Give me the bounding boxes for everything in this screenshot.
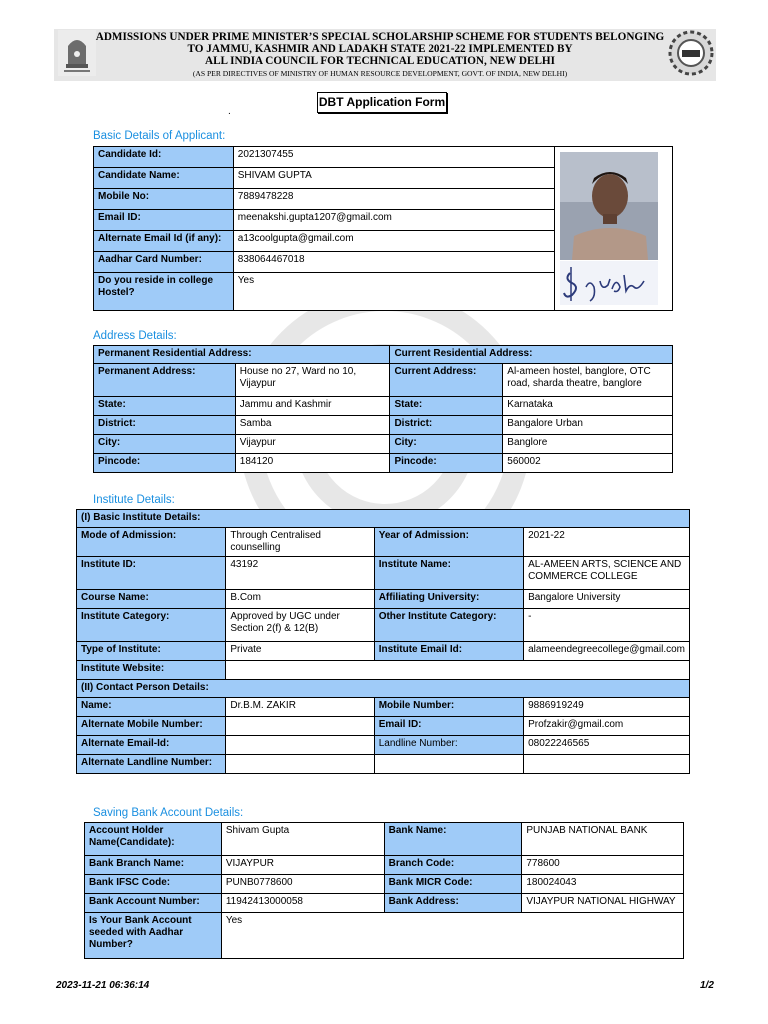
field-value: VIJAYPUR xyxy=(221,856,384,875)
table-row xyxy=(77,590,690,609)
table-row xyxy=(94,435,673,454)
table-row xyxy=(94,364,673,397)
field-label: Course Name: xyxy=(77,590,226,609)
table-row xyxy=(85,913,684,959)
field-value: Karnataka xyxy=(503,397,673,416)
field-value: PUNJAB NATIONAL BANK xyxy=(522,823,684,856)
contact-person-header: (II) Contact Person Details: xyxy=(77,680,690,698)
table-row xyxy=(85,856,684,875)
field-label: Candidate Name: xyxy=(94,168,234,189)
field-value: 838064467018 xyxy=(233,252,555,273)
address-details-table xyxy=(93,345,673,473)
field-label: City: xyxy=(94,435,236,454)
field-value: 180024043 xyxy=(522,875,684,894)
header-subtitle: (AS PER DIRECTIVES OF MINISTRY OF HUMAN RESOURCE DEVELOPMENT, GOVT. OF INDIA, NEW DELHI) xyxy=(192,69,568,78)
header-title-line1: ADMISSIONS UNDER PRIME MINISTER’S SPECIAL SCHOLARSHIP SCHEME FOR STUDENTS BELONGING xyxy=(95,31,665,43)
section-title-basic: Basic Details of Applicant: xyxy=(93,130,226,142)
permanent-address-header: Permanent Residential Address: xyxy=(94,346,390,364)
table-row xyxy=(94,147,673,168)
field-value: 778600 xyxy=(522,856,684,875)
field-label: Account Holder Name(Candidate): xyxy=(85,823,222,856)
field-label: Bank Name: xyxy=(384,823,522,856)
stray-dot: . xyxy=(228,106,231,117)
field-value: Dr.B.M. ZAKIR xyxy=(226,698,374,717)
table-row xyxy=(77,642,690,661)
section-title-bank: Saving Bank Account Details: xyxy=(93,807,244,819)
field-value: alameendegreecollege@gmail.com xyxy=(524,642,690,661)
aicte-logo-icon xyxy=(668,30,714,76)
national-emblem-icon xyxy=(58,30,96,76)
field-label: Pincode: xyxy=(390,454,503,473)
field-value: 7889478228 xyxy=(233,189,555,210)
field-value: House no 27, Ward no 10, Vijaypur xyxy=(235,364,390,397)
field-value: a13coolgupta@gmail.com xyxy=(233,231,555,252)
field-label: Landline Number: xyxy=(374,736,523,755)
field-value: Yes xyxy=(233,273,555,311)
field-value: Through Centralised counselling xyxy=(226,528,374,557)
section-title-address: Address Details: xyxy=(93,330,177,342)
field-value: AL-AMEEN ARTS, SCIENCE AND COMMERCE COLLEGE xyxy=(524,557,690,590)
field-label: Alternate Email-Id: xyxy=(77,736,226,755)
field-label: Mobile No: xyxy=(94,189,234,210)
field-label: Email ID: xyxy=(374,717,523,736)
field-label: Is Your Bank Account seeded with Aadhar Number? xyxy=(85,913,222,959)
field-label: Type of Institute: xyxy=(77,642,226,661)
current-address-header: Current Residential Address: xyxy=(390,346,673,364)
field-label: Bank Address: xyxy=(384,894,522,913)
institute-details-table xyxy=(76,509,690,774)
field-label: Mobile Number: xyxy=(374,698,523,717)
table-row xyxy=(77,661,690,680)
field-value: Samba xyxy=(235,416,390,435)
form-title: DBT Application Form xyxy=(317,92,447,113)
candidate-signature xyxy=(560,261,658,305)
field-value: 9886919249 xyxy=(524,698,690,717)
field-label: Other Institute Category: xyxy=(374,609,523,642)
table-row xyxy=(77,510,690,528)
field-label: Bank IFSC Code: xyxy=(85,875,222,894)
field-label: Email ID: xyxy=(94,210,234,231)
field-label xyxy=(374,755,523,774)
field-value: Bangalore Urban xyxy=(503,416,673,435)
field-value: Profzakir@gmail.com xyxy=(524,717,690,736)
field-label: District: xyxy=(390,416,503,435)
field-label: Institute Name: xyxy=(374,557,523,590)
header-title-line2: TO JAMMU, KASHMIR AND LADAKH STATE 2021-22 IMPLEMENTED BY xyxy=(187,43,573,55)
table-row xyxy=(77,698,690,717)
field-label: Mode of Admission: xyxy=(77,528,226,557)
field-label: Permanent Address: xyxy=(94,364,236,397)
field-value: Yes xyxy=(221,913,683,959)
field-value xyxy=(226,755,374,774)
field-value: Shivam Gupta xyxy=(221,823,384,856)
field-label: Institute Category: xyxy=(77,609,226,642)
field-label: Institute Website: xyxy=(77,661,226,680)
field-label: Pincode: xyxy=(94,454,236,473)
page-number: 1/2 xyxy=(700,980,714,991)
field-value: B.Com xyxy=(226,590,374,609)
field-label: Affiliating University: xyxy=(374,590,523,609)
field-label: Branch Code: xyxy=(384,856,522,875)
field-label: Year of Admission: xyxy=(374,528,523,557)
field-label: District: xyxy=(94,416,236,435)
field-label: Do you reside in college Hostel? xyxy=(94,273,234,311)
table-row xyxy=(77,755,690,774)
table-row xyxy=(77,557,690,590)
field-value xyxy=(524,755,690,774)
table-row xyxy=(77,680,690,698)
field-value: PUNB0778600 xyxy=(221,875,384,894)
field-label: Bank MICR Code: xyxy=(384,875,522,894)
field-label: Institute Email Id: xyxy=(374,642,523,661)
field-value xyxy=(226,661,690,680)
field-value: Approved by UGC under Section 2(f) & 12(B) xyxy=(226,609,374,642)
field-label: Current Address: xyxy=(390,364,503,397)
field-value: 08022246565 xyxy=(524,736,690,755)
field-label: Bank Account Number: xyxy=(85,894,222,913)
field-label: Name: xyxy=(77,698,226,717)
field-value: 560002 xyxy=(503,454,673,473)
table-row xyxy=(85,823,684,856)
field-value: SHIVAM GUPTA xyxy=(233,168,555,189)
table-row xyxy=(77,609,690,642)
field-label: Candidate Id: xyxy=(94,147,234,168)
print-timestamp: 2023-11-21 06:36:14 xyxy=(56,980,150,991)
field-value: Private xyxy=(226,642,374,661)
field-label: State: xyxy=(94,397,236,416)
field-label: City: xyxy=(390,435,503,454)
field-value xyxy=(226,736,374,755)
field-value: 43192 xyxy=(226,557,374,590)
field-value: Bangalore University xyxy=(524,590,690,609)
table-row xyxy=(94,346,673,364)
bank-details-table xyxy=(84,822,684,959)
field-value: - xyxy=(524,609,690,642)
field-value xyxy=(226,717,374,736)
field-label: Alternate Email Id (if any): xyxy=(94,231,234,252)
field-label: Alternate Landline Number: xyxy=(77,755,226,774)
table-row xyxy=(77,717,690,736)
section-title-institute: Institute Details: xyxy=(93,494,175,506)
field-value: VIJAYPUR NATIONAL HIGHWAY xyxy=(522,894,684,913)
field-label: State: xyxy=(390,397,503,416)
candidate-photo xyxy=(560,152,658,260)
field-label: Alternate Mobile Number: xyxy=(77,717,226,736)
table-row xyxy=(85,894,684,913)
field-value: Vijaypur xyxy=(235,435,390,454)
field-value: Al-ameen hostel, banglore, OTC road, sharda theatre, banglore xyxy=(503,364,673,397)
field-value: Banglore xyxy=(503,435,673,454)
field-value: 184120 xyxy=(235,454,390,473)
field-value: 2021307455 xyxy=(233,147,555,168)
field-value: 2021-22 xyxy=(524,528,690,557)
field-label: Institute ID: xyxy=(77,557,226,590)
field-label: Bank Branch Name: xyxy=(85,856,222,875)
basic-institute-header: (I) Basic Institute Details: xyxy=(77,510,690,528)
field-label: Aadhar Card Number: xyxy=(94,252,234,273)
basic-details-table xyxy=(93,146,673,311)
header-title-line3: ALL INDIA COUNCIL FOR TECHNICAL EDUCATION, NEW DELHI xyxy=(205,55,555,67)
table-row xyxy=(94,416,673,435)
table-row xyxy=(94,397,673,416)
table-row xyxy=(85,875,684,894)
table-row xyxy=(77,528,690,557)
field-value: Jammu and Kashmir xyxy=(235,397,390,416)
table-row xyxy=(94,454,673,473)
field-value: 11942413000058 xyxy=(221,894,384,913)
table-row xyxy=(77,736,690,755)
photo-cell xyxy=(555,147,673,311)
field-value: meenakshi.gupta1207@gmail.com xyxy=(233,210,555,231)
